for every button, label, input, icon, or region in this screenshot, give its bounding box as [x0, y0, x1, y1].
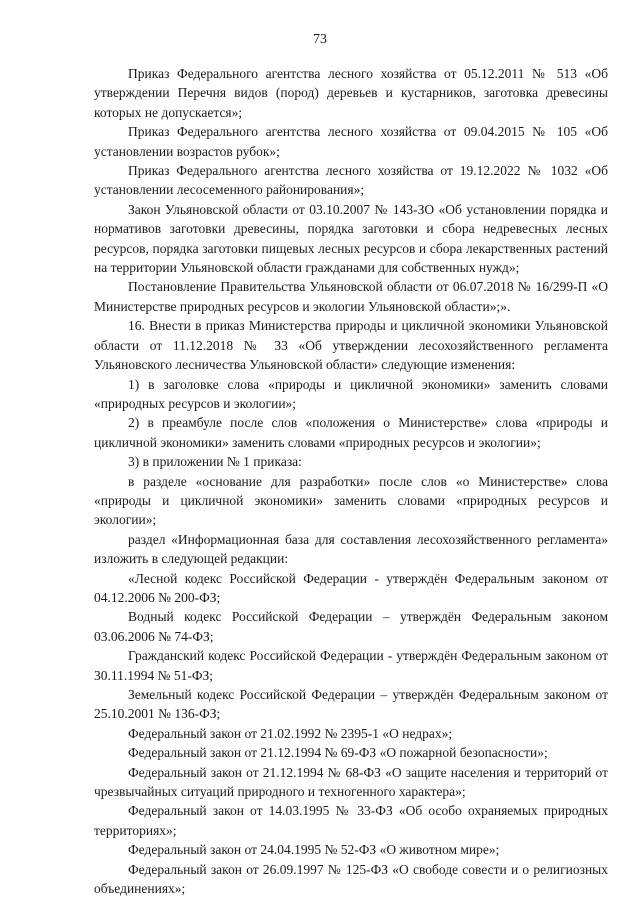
paragraph: Федеральный закон от 24.04.1995 № 52-ФЗ «О животном мире»;	[128, 842, 500, 858]
paragraph: в разделе «основание для разработки» после слов «о Министерстве» слова «природы и цикличной экономики» заменить словами «природных ресурсов и экологии»;	[94, 473, 608, 528]
document-body	[94, 64, 608, 898]
paragraph: Водный кодекс Российской Федерации – утверждён Федеральным законом 03.06.2006 № 74-ФЗ;	[94, 609, 608, 644]
paragraph: 3) в приложении № 1 приказа:	[128, 454, 302, 470]
paragraph: Федеральный закон от 21.12.1994 № 68-ФЗ «О защите населения и территорий от чрезвычайных ситуаций природного и техногенного характера»;	[94, 764, 608, 800]
paragraph: Федеральный закон от 26.09.1997 № 125-ФЗ «О свободе совести и о религиозных объединениях»;	[94, 861, 608, 897]
paragraph: раздел «Информационная база для составления лесохозяйственного регламента» изложить в следующей редакции:	[94, 531, 608, 567]
paragraph: Федеральный закон от 21.12.1994 № 69-ФЗ «О пожарной безопасности»;	[128, 745, 548, 761]
paragraph: 1) в заголовке слова «природы и цикличной экономики» заменить словами «природных ресурсов и экологии»;	[94, 376, 608, 411]
paragraph: Закон Ульяновской области от 03.10.2007 № 143-ЗО «Об установлении порядка и нормативов заготовки древесины, порядка заготовки и сбора недревесных лесных ресурсов, порядка заготовки пищевых лесных ресурсов и сбора лекарственных растений на территории Ульяновской области гражданами для собственных нужд»;	[94, 201, 608, 276]
paragraph: Гражданский кодекс Российской Федерации - утверждён Федеральным законом от 30.11.1994 № 51-ФЗ;	[94, 648, 608, 683]
paragraph: Федеральный закон от 21.02.1992 № 2395-1 «О недрах»;	[128, 725, 453, 741]
paragraph: 2) в преамбуле после слов «положения о Министерстве» слова «природы и цикличной экономики» заменить словами «природных ресурсов и экологии»;	[94, 415, 608, 450]
paragraph: Приказ Федерального агентства лесного хозяйства от 05.12.2011 № 513 «Об утверждении Перечня видов (пород) деревьев и кустарников, заготовка древесины которых не допускается»;	[94, 66, 608, 120]
paragraph: Приказ Федерального агентства лесного хозяйства от 19.12.2022 № 1032 «Об установлении лесосеменного районирования»;	[94, 163, 608, 198]
paragraph: Приказ Федерального агентства лесного хозяйства от 09.04.2015 № 105 «Об установлении возрастов рубок»;	[94, 124, 608, 159]
paragraph: «Лесной кодекс Российской Федерации - утверждён Федеральным законом от 04.12.2006 № 200-ФЗ;	[94, 570, 608, 605]
paragraph: Федеральный закон от 14.03.1995 № 33-ФЗ «Об особо охраняемых природных территориях»;	[94, 803, 608, 838]
paragraph: Земельный кодекс Российской Федерации – утверждён Федеральным законом от 25.10.2001 № 136-ФЗ;	[94, 687, 608, 722]
paragraph: 16. Внести в приказ Министерства природы и цикличной экономики Ульяновской области от 11.12.2018 № 33 «Об утверждении лесохозяйственного регламента Ульяновского лесничества Ульяновской области» следующие изменения:	[94, 318, 608, 373]
paragraph: Постановление Правительства Ульяновской области от 06.07.2018 № 16/299-П «О Министерстве природных ресурсов и экологии Ульяновской области»;».	[94, 279, 608, 314]
page-number: 73	[313, 32, 327, 47]
